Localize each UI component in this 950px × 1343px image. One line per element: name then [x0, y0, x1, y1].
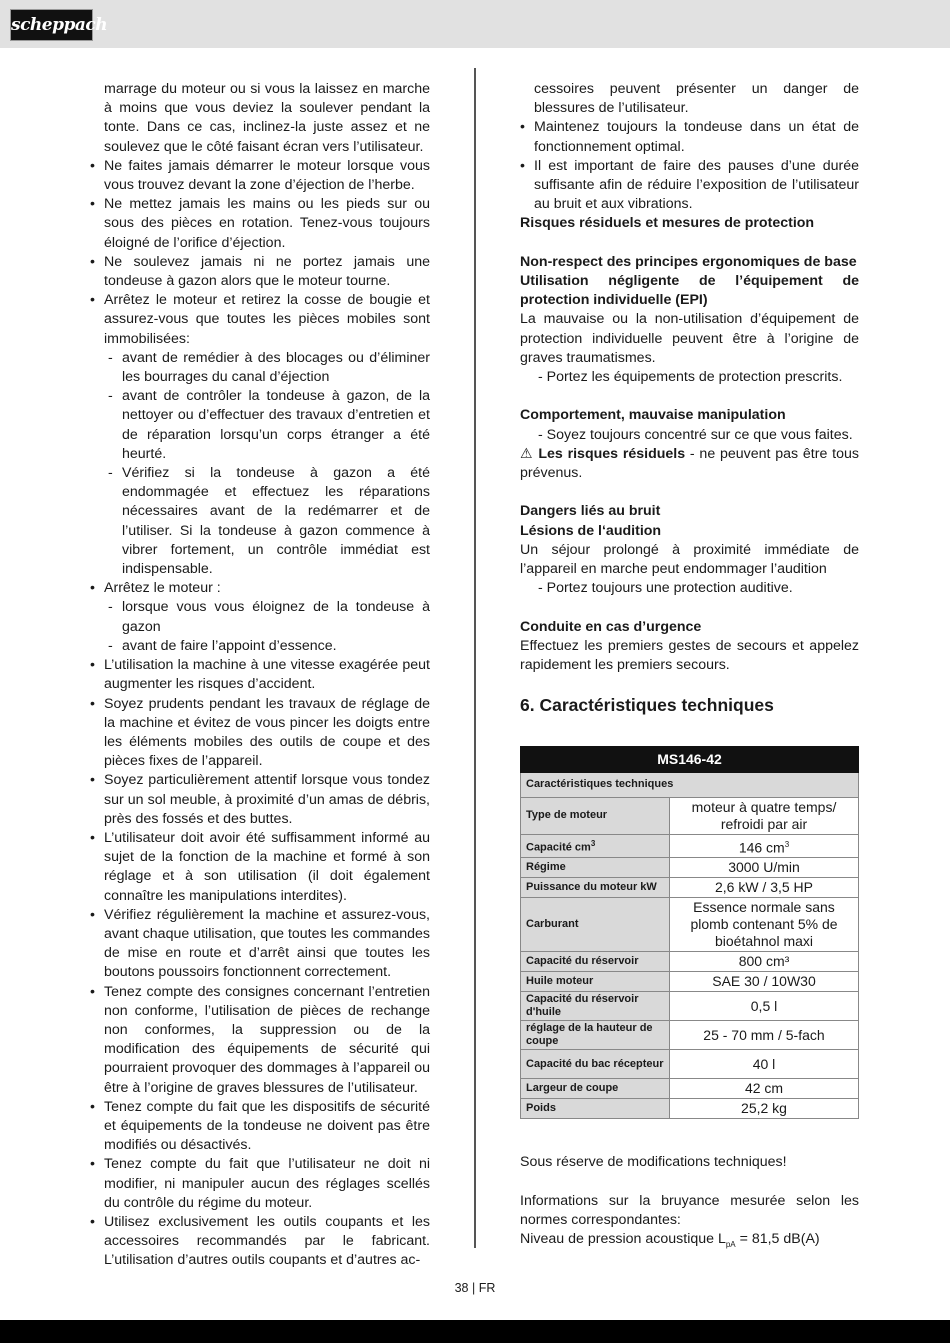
- text-hearing: Un séjour prolongé à proximité immédiate de l’appareil en marche peut endommager l’audition: [520, 541, 859, 578]
- warning-icon: ⚠: [520, 445, 534, 462]
- sub-list-item: - lorsque vous vous éloignez de la tondeuse à gazon: [90, 598, 430, 636]
- left-continuation: marrage du moteur ou si vous la laissez en marche à moins que vous deviez la soulever pendant la tonte. Dans ce cas, inclinez-la juste assez et ne soulevez que le côté faisant écran vers l’utilisateur.: [104, 81, 430, 155]
- table-row: [521, 1050, 859, 1079]
- spec-label: Régime: [521, 858, 670, 878]
- warning-bold: Les risques résiduels: [538, 445, 686, 462]
- spec-value: 25,2 kg: [670, 1099, 859, 1119]
- heading-residual-risks: Risques résiduels et mesures de protection: [520, 215, 815, 232]
- table-row: [521, 1099, 859, 1119]
- spec-value: 800 cm³: [670, 952, 859, 972]
- sub-list-item: - avant de contrôler la tondeuse à gazon, de la nettoyer ou d’effectuer des travaux d’entretien et de réparation lorsqu’un corps étranger a été heurté.: [90, 387, 430, 464]
- spec-label: Largeur de coupe: [521, 1079, 670, 1099]
- section-title: 6. Caractéristiques techniques: [520, 695, 774, 716]
- heading-epi: Utilisation négligente de l’équipement de protection individuelle (EPI): [520, 273, 859, 309]
- warning-text: - ne peuvent pas être tous prévenus.: [520, 445, 859, 482]
- spec-value: 146 $cm^3$: [670, 834, 859, 858]
- table-row: [521, 952, 859, 972]
- spec-label: réglage de la hauteur de coupe: [521, 1021, 670, 1050]
- list-item: • L’utilisateur doit avoir été suffisamment informé au sujet de la fonction de la machine et formé à son réglage et à son utilisation (il doit également connaître les manipulations interdites).: [90, 829, 430, 906]
- page-number: 38 | FR: [454, 1281, 496, 1295]
- table-row: [521, 992, 859, 1021]
- spec-value: 25 - 70 mm / 5-fach: [670, 1021, 859, 1050]
- list-item: • Soyez prudents pendant les travaux de réglage de la machine et évitez de vous pincer les doigts entre les éléments mobiles des outils de coupe et des pièces fixes de l’appareil.: [90, 695, 430, 772]
- sub-list-item: - avant de faire l’appoint d’essence.: [90, 637, 430, 656]
- list-item: • Arrêtez le moteur et retirez la cosse de bougie et assurez-vous que toutes les pièces mobiles sont immobilisées:: [90, 291, 430, 349]
- list-item: • Utilisez exclusivement les outils coupants et les accessoires recommandés par le fabricant. L’utilisation d’autres outils coupants et d’autres ac-: [90, 1213, 430, 1271]
- sub-list-item: - avant de remédier à des blocages ou d’éliminer les bourrages du canal d’éjection: [90, 349, 430, 387]
- list-item: • Ne soulevez jamais ni ne portez jamais une tondeuse à gazon alors que le moteur tourne.: [90, 253, 430, 291]
- list-item: • Tenez compte du fait que l’utilisateur ne doit ni modifier, ni manipuler aucun des réglages scellés du contrôle du régime du moteur.: [90, 1155, 430, 1213]
- note-modifications: Sous réserve de modifications techniques!: [520, 1154, 787, 1171]
- list-item: • Tenez compte du fait que les dispositifs de sécurité et équipements de la tondeuse ne doivent pas être modifiés ou désactivés.: [90, 1098, 430, 1156]
- list-item: • Arrêtez le moteur :: [90, 579, 430, 598]
- spec-value: 0,5 l: [670, 992, 859, 1021]
- instruction-behaviour: - Soyez toujours concentré sur ce que vous faites.: [538, 426, 853, 443]
- spec-table: [520, 746, 859, 1119]
- table-row: [521, 1021, 859, 1050]
- spec-label: Capacité du bac récepteur: [521, 1050, 670, 1079]
- right-continuation: cessoires peuvent présenter un danger de blessures de l’utilisateur.: [534, 81, 859, 117]
- spec-label: Carburant: [521, 898, 670, 952]
- list-item: • Il est important de faire des pauses d’une durée suffisante afin de réduire l’exposition de l’utilisateur au bruit et aux vibrations.: [520, 157, 859, 215]
- heading-hearing: Lésions de l‘audition: [520, 522, 662, 539]
- list-item: • Tenez compte des consignes concernant l’entretien non conforme, l’utilisation de pièces de rechange non conformes, la suppression ou de la modification des équipements de sécurité qui pourraient provoquer des dommages à l’appareil ou être à l’origine de graves blessures de l’utilisateur.: [90, 983, 430, 1098]
- heading-noise: Dangers liés au bruit: [520, 503, 661, 520]
- table-row: [521, 878, 859, 898]
- heading-behaviour: Comportement, mauvaise manipulation: [520, 407, 786, 424]
- list-item: • Ne mettez jamais les mains ou les pieds sur ou sous des pièces en rotation. Tenez-vous toujours éloigné de l’orifice d’éjection.: [90, 195, 430, 253]
- spec-model: MS146-42: [521, 747, 859, 773]
- spec-value: moteur à quatre temps/ refroidi par air: [670, 797, 859, 834]
- spec-value: 3000 U/min: [670, 858, 859, 878]
- left-column: [90, 80, 430, 1271]
- table-row: [521, 797, 859, 834]
- text-epi: La mauvaise ou la non-utilisation d’équipement de protection individuelle peuvent être à l’origine de graves traumatismes.: [520, 311, 859, 366]
- spec-label: Type de moteur: [521, 797, 670, 834]
- spec-label: Huile moteur: [521, 972, 670, 992]
- spec-value: 2,6 kW / 3,5 HP: [670, 878, 859, 898]
- spec-label: Puissance du moteur kW: [521, 878, 670, 898]
- table-row: [521, 834, 859, 858]
- sub-list-item: - Vérifiez si la tondeuse à gazon a été endommagée et effectuez les réparations nécessaires avant de la redémarrer et de l’utiliser. Si la tondeuse à gazon commence à vibrer fortement, un contrôle immédiat est indispensable.: [90, 464, 430, 579]
- noise-level: Niveau de pression acoustique $L_{pA} = 81,5$ dB(A): [520, 1231, 820, 1249]
- spec-label: Poids: [521, 1099, 670, 1119]
- list-item: • L’utilisation la machine à une vitesse exagérée peut augmenter les risques d’accident.: [90, 656, 430, 694]
- table-row: [521, 898, 859, 952]
- instruction-epi: - Portez les équipements de protection prescrits.: [538, 369, 843, 386]
- warning-note: [520, 445, 859, 483]
- heading-emergency: Conduite en cas d’urgence: [520, 618, 702, 635]
- spec-value: SAE 30 / 10W30: [670, 972, 859, 992]
- scheppach-logo: scheppach: [10, 9, 93, 41]
- column-divider: [474, 68, 476, 1248]
- list-item: • Vérifiez régulièrement la machine et assurez-vous, avant chaque utilisation, que toutes les commandes de mise en route et d’arrêt ainsi que toutes les boutons poussoirs fonctionnent correctement.: [90, 906, 430, 983]
- spec-label: Capacité $cm^3$: [521, 834, 670, 858]
- footer-bar: [0, 1320, 950, 1343]
- spec-subheader: Caractéristiques techniques: [521, 773, 859, 797]
- list-item: • Soyez particulièrement attentif lorsque vous tondez sur un sol meuble, à proximité d’un amas de débris, près des fossés et des buttes.: [90, 771, 430, 829]
- list-item: • Maintenez toujours la tondeuse dans un état de fonctionnement optimal.: [520, 118, 859, 156]
- spec-label: Capacité du réservoir: [521, 952, 670, 972]
- table-row: [521, 1079, 859, 1099]
- spec-value: Essence normale sans plomb contenant 5% de bioétahnol maxi: [670, 898, 859, 952]
- spec-label: Capacité du réservoir d'huile: [521, 992, 670, 1021]
- list-item: • Ne faites jamais démarrer le moteur lorsque vous vous trouvez devant la zone d’éjection de l’herbe.: [90, 157, 430, 195]
- table-row: [521, 858, 859, 878]
- header-bar: [0, 0, 950, 48]
- spec-value: 40 l: [670, 1050, 859, 1079]
- heading-ergonomics: Non-respect des principes ergonomiques de base: [520, 253, 857, 270]
- spec-value: 42 cm: [670, 1079, 859, 1099]
- text-emergency: Effectuez les premiers gestes de secours et appelez rapidement les premiers secours.: [520, 637, 859, 674]
- table-row: [521, 972, 859, 992]
- right-column: [520, 80, 859, 1254]
- instruction-hearing: - Portez toujours une protection auditive.: [538, 580, 793, 597]
- noise-info: Informations sur la bruyance mesurée selon les normes correspondantes:: [520, 1192, 859, 1228]
